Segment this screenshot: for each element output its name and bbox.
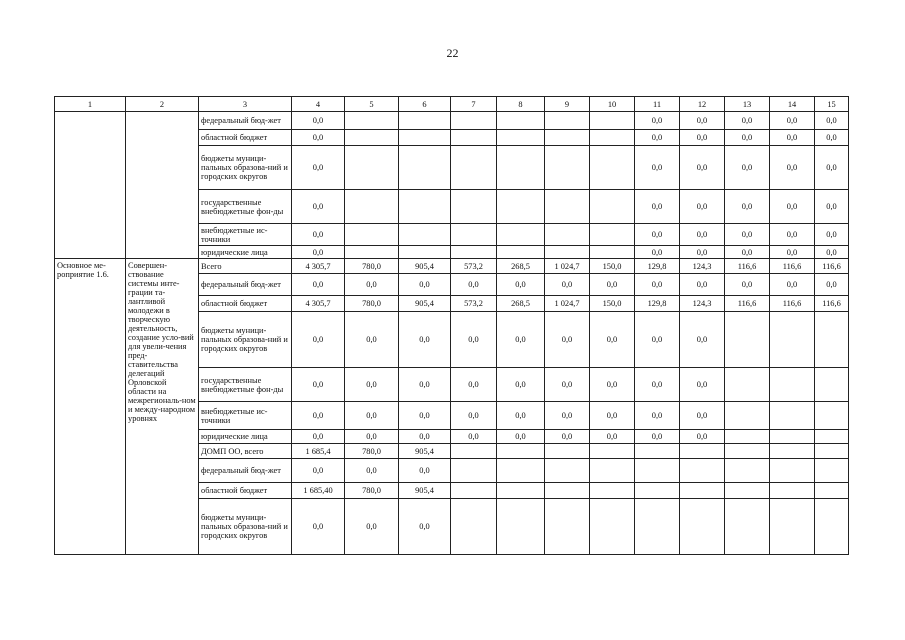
value-cell: 0,0 <box>292 368 345 402</box>
value-cell <box>451 190 497 224</box>
value-cell: 0,0 <box>680 130 725 146</box>
financing-table <box>54 96 849 555</box>
value-cell <box>399 112 451 130</box>
value-cell: 0,0 <box>725 190 770 224</box>
value-cell <box>545 444 590 459</box>
value-cell: 780,0 <box>345 259 399 274</box>
value-cell: 0,0 <box>815 274 849 296</box>
value-cell <box>545 459 590 483</box>
column-number: 4 <box>292 97 345 112</box>
value-cell: 0,0 <box>725 224 770 246</box>
column-number: 9 <box>545 97 590 112</box>
value-cell: 0,0 <box>590 402 635 430</box>
value-cell: 0,0 <box>635 274 680 296</box>
value-cell <box>451 459 497 483</box>
value-cell: 0,0 <box>292 402 345 430</box>
value-cell: 0,0 <box>725 112 770 130</box>
value-cell: 0,0 <box>635 312 680 368</box>
value-cell: 0,0 <box>451 274 497 296</box>
value-cell: 0,0 <box>680 146 725 190</box>
value-cell <box>345 146 399 190</box>
value-cell <box>770 483 815 499</box>
value-cell: 0,0 <box>590 274 635 296</box>
value-cell <box>399 190 451 224</box>
value-cell: 4 305,7 <box>292 296 345 312</box>
value-cell: 0,0 <box>451 312 497 368</box>
column-number: 2 <box>126 97 199 112</box>
value-cell <box>497 130 545 146</box>
value-cell: 116,6 <box>725 259 770 274</box>
value-cell <box>497 190 545 224</box>
value-cell: 0,0 <box>680 112 725 130</box>
value-cell <box>399 224 451 246</box>
value-cell <box>770 499 815 555</box>
value-cell: 268,5 <box>497 259 545 274</box>
value-cell: 0,0 <box>345 312 399 368</box>
value-cell <box>345 130 399 146</box>
value-cell: 0,0 <box>292 112 345 130</box>
funding-source: внебюджетные ис-точники <box>199 224 292 246</box>
value-cell: 0,0 <box>497 274 545 296</box>
value-cell <box>815 430 849 444</box>
value-cell <box>590 190 635 224</box>
funding-source: бюджеты муници-пальных образова-ний и городских округов <box>199 146 292 190</box>
value-cell <box>815 483 849 499</box>
value-cell: 1 024,7 <box>545 296 590 312</box>
column-number-row <box>55 97 849 112</box>
value-cell: 0,0 <box>680 402 725 430</box>
value-cell: 0,0 <box>635 146 680 190</box>
value-cell <box>815 368 849 402</box>
value-cell: 0,0 <box>590 368 635 402</box>
value-cell: 0,0 <box>770 246 815 259</box>
table-row <box>55 112 849 130</box>
value-cell: 0,0 <box>770 224 815 246</box>
value-cell: 268,5 <box>497 296 545 312</box>
value-cell: 0,0 <box>292 146 345 190</box>
value-cell <box>770 312 815 368</box>
value-cell <box>399 246 451 259</box>
value-cell <box>590 224 635 246</box>
funding-source: федеральный бюд-жет <box>199 112 292 130</box>
column-number: 5 <box>345 97 399 112</box>
value-cell: 0,0 <box>292 430 345 444</box>
value-cell: 780,0 <box>345 444 399 459</box>
funding-source: государственные внебюджетные фон-ды <box>199 368 292 402</box>
value-cell: 116,6 <box>815 259 849 274</box>
value-cell: 1 685,4 <box>292 444 345 459</box>
value-cell <box>725 459 770 483</box>
value-cell: 0,0 <box>590 312 635 368</box>
value-cell <box>451 483 497 499</box>
value-cell <box>451 224 497 246</box>
page-number: 22 <box>446 46 459 60</box>
value-cell: 0,0 <box>345 459 399 483</box>
value-cell: 150,0 <box>590 296 635 312</box>
value-cell: 116,6 <box>770 296 815 312</box>
value-cell: 905,4 <box>399 483 451 499</box>
value-cell <box>635 483 680 499</box>
value-cell <box>590 459 635 483</box>
value-cell: 129,8 <box>635 296 680 312</box>
value-cell: 0,0 <box>725 146 770 190</box>
value-cell: 0,0 <box>815 130 849 146</box>
value-cell <box>680 499 725 555</box>
value-cell <box>497 112 545 130</box>
value-cell: 0,0 <box>725 274 770 296</box>
value-cell: 124,3 <box>680 259 725 274</box>
value-cell <box>497 459 545 483</box>
funding-source: бюджеты муници-пальных образова-ний и городских округов <box>199 312 292 368</box>
value-cell: 0,0 <box>635 402 680 430</box>
column-number: 15 <box>815 97 849 112</box>
value-cell: 0,0 <box>497 368 545 402</box>
value-cell <box>680 459 725 483</box>
value-cell: 0,0 <box>635 112 680 130</box>
funding-source: областной бюджет <box>199 483 292 499</box>
value-cell: 0,0 <box>345 430 399 444</box>
value-cell <box>451 246 497 259</box>
value-cell: 0,0 <box>292 312 345 368</box>
activity-name: Основное ме-роприятие 1.6. <box>55 259 126 555</box>
funding-source: областной бюджет <box>199 130 292 146</box>
value-cell <box>545 246 590 259</box>
value-cell: 0,0 <box>292 499 345 555</box>
value-cell: 0,0 <box>680 274 725 296</box>
value-cell <box>590 444 635 459</box>
value-cell <box>635 499 680 555</box>
column-number: 7 <box>451 97 497 112</box>
value-cell: 0,0 <box>635 224 680 246</box>
value-cell <box>497 499 545 555</box>
funding-source: юридические лица <box>199 246 292 259</box>
value-cell <box>815 312 849 368</box>
value-cell <box>590 146 635 190</box>
value-cell <box>451 146 497 190</box>
value-cell: 0,0 <box>770 146 815 190</box>
value-cell: 116,6 <box>815 296 849 312</box>
value-cell <box>545 483 590 499</box>
value-cell: 0,0 <box>345 274 399 296</box>
value-cell <box>815 444 849 459</box>
value-cell <box>399 130 451 146</box>
value-cell: 0,0 <box>497 312 545 368</box>
value-cell: 0,0 <box>680 224 725 246</box>
column-number: 6 <box>399 97 451 112</box>
activity-cell-continued <box>55 112 126 259</box>
value-cell <box>680 444 725 459</box>
value-cell <box>590 246 635 259</box>
value-cell <box>590 112 635 130</box>
value-cell <box>451 112 497 130</box>
value-cell <box>725 402 770 430</box>
value-cell: 0,0 <box>497 402 545 430</box>
value-cell <box>545 112 590 130</box>
value-cell <box>725 368 770 402</box>
column-number: 3 <box>199 97 292 112</box>
funding-source: бюджеты муници-пальных образова-ний и городских округов <box>199 499 292 555</box>
value-cell <box>399 146 451 190</box>
value-cell: 1 685,40 <box>292 483 345 499</box>
value-cell: 0,0 <box>292 224 345 246</box>
value-cell <box>725 483 770 499</box>
value-cell <box>770 459 815 483</box>
value-cell <box>680 483 725 499</box>
value-cell <box>545 499 590 555</box>
value-cell <box>770 444 815 459</box>
value-cell <box>345 246 399 259</box>
value-cell: 0,0 <box>451 368 497 402</box>
value-cell: 0,0 <box>497 430 545 444</box>
value-cell: 124,3 <box>680 296 725 312</box>
value-cell <box>770 402 815 430</box>
value-cell: 0,0 <box>815 146 849 190</box>
value-cell: 0,0 <box>680 430 725 444</box>
value-cell <box>451 130 497 146</box>
value-cell: 0,0 <box>545 368 590 402</box>
funding-source: государственные внебюджетные фон-ды <box>199 190 292 224</box>
description-cell-continued <box>126 112 199 259</box>
value-cell: 905,4 <box>399 259 451 274</box>
column-number: 10 <box>590 97 635 112</box>
value-cell <box>497 224 545 246</box>
value-cell: 0,0 <box>399 499 451 555</box>
value-cell <box>815 459 849 483</box>
value-cell <box>545 130 590 146</box>
value-cell: 0,0 <box>345 368 399 402</box>
value-cell: 0,0 <box>545 274 590 296</box>
value-cell: 0,0 <box>399 402 451 430</box>
activity-description: Совершен-ствование системы инте-грации та-лантливой молодежи в творческую деятельность, создание усло-вий для увели-чения пред-ставительства делегаций Орловской области на межрегиональ-ном и между-народном уровнях <box>126 259 199 555</box>
value-cell: 573,2 <box>451 296 497 312</box>
value-cell: 0,0 <box>399 312 451 368</box>
value-cell <box>725 444 770 459</box>
value-cell: 0,0 <box>770 274 815 296</box>
value-cell: 0,0 <box>680 246 725 259</box>
value-cell <box>725 430 770 444</box>
value-cell: 0,0 <box>635 430 680 444</box>
value-cell: 0,0 <box>545 402 590 430</box>
value-cell: 0,0 <box>545 312 590 368</box>
value-cell: 0,0 <box>815 224 849 246</box>
value-cell: 0,0 <box>399 274 451 296</box>
value-cell <box>815 499 849 555</box>
value-cell: 0,0 <box>770 130 815 146</box>
value-cell: 0,0 <box>292 130 345 146</box>
value-cell <box>770 430 815 444</box>
value-cell <box>545 224 590 246</box>
value-cell: 0,0 <box>635 246 680 259</box>
value-cell <box>345 224 399 246</box>
funding-source: ДОМП ОО, всего <box>199 444 292 459</box>
value-cell: 905,4 <box>399 444 451 459</box>
value-cell <box>590 483 635 499</box>
value-cell: 0,0 <box>545 430 590 444</box>
value-cell: 0,0 <box>399 368 451 402</box>
value-cell: 0,0 <box>815 112 849 130</box>
value-cell: 4 305,7 <box>292 259 345 274</box>
value-cell: 0,0 <box>292 459 345 483</box>
value-cell <box>725 312 770 368</box>
value-cell: 0,0 <box>680 312 725 368</box>
column-number: 13 <box>725 97 770 112</box>
funding-source: федеральный бюд-жет <box>199 274 292 296</box>
value-cell: 0,0 <box>292 246 345 259</box>
value-cell <box>815 402 849 430</box>
funding-source: федеральный бюд-жет <box>199 459 292 483</box>
value-cell: 0,0 <box>725 130 770 146</box>
value-cell: 0,0 <box>815 190 849 224</box>
value-cell: 573,2 <box>451 259 497 274</box>
value-cell: 0,0 <box>815 246 849 259</box>
value-cell <box>451 499 497 555</box>
value-cell <box>635 444 680 459</box>
value-cell <box>497 483 545 499</box>
value-cell <box>725 499 770 555</box>
value-cell <box>497 444 545 459</box>
value-cell <box>497 246 545 259</box>
column-number: 11 <box>635 97 680 112</box>
value-cell: 905,4 <box>399 296 451 312</box>
value-cell <box>545 146 590 190</box>
column-number: 12 <box>680 97 725 112</box>
value-cell: 0,0 <box>680 368 725 402</box>
value-cell: 116,6 <box>770 259 815 274</box>
value-cell: 0,0 <box>590 430 635 444</box>
value-cell <box>770 368 815 402</box>
value-cell: 780,0 <box>345 483 399 499</box>
value-cell: 0,0 <box>725 246 770 259</box>
value-cell: 0,0 <box>680 190 725 224</box>
funding-source: внебюджетные ис-точники <box>199 402 292 430</box>
value-cell: 0,0 <box>345 402 399 430</box>
value-cell: 1 024,7 <box>545 259 590 274</box>
value-cell <box>345 190 399 224</box>
value-cell: 0,0 <box>292 274 345 296</box>
column-number: 14 <box>770 97 815 112</box>
table-row <box>55 259 849 274</box>
funding-source: Всего <box>199 259 292 274</box>
value-cell: 0,0 <box>399 459 451 483</box>
value-cell <box>497 146 545 190</box>
value-cell <box>635 459 680 483</box>
value-cell: 129,8 <box>635 259 680 274</box>
value-cell: 0,0 <box>635 130 680 146</box>
value-cell: 0,0 <box>635 368 680 402</box>
value-cell: 116,6 <box>725 296 770 312</box>
value-cell <box>545 190 590 224</box>
funding-source: областной бюджет <box>199 296 292 312</box>
value-cell <box>590 499 635 555</box>
column-number: 1 <box>55 97 126 112</box>
value-cell: 0,0 <box>451 402 497 430</box>
value-cell: 0,0 <box>345 499 399 555</box>
value-cell: 0,0 <box>292 190 345 224</box>
value-cell <box>345 112 399 130</box>
value-cell <box>451 444 497 459</box>
value-cell: 0,0 <box>635 190 680 224</box>
value-cell: 0,0 <box>399 430 451 444</box>
value-cell: 0,0 <box>770 112 815 130</box>
column-number: 8 <box>497 97 545 112</box>
value-cell: 0,0 <box>770 190 815 224</box>
value-cell: 150,0 <box>590 259 635 274</box>
value-cell: 780,0 <box>345 296 399 312</box>
value-cell: 0,0 <box>451 430 497 444</box>
funding-source: юридические лица <box>199 430 292 444</box>
value-cell <box>590 130 635 146</box>
